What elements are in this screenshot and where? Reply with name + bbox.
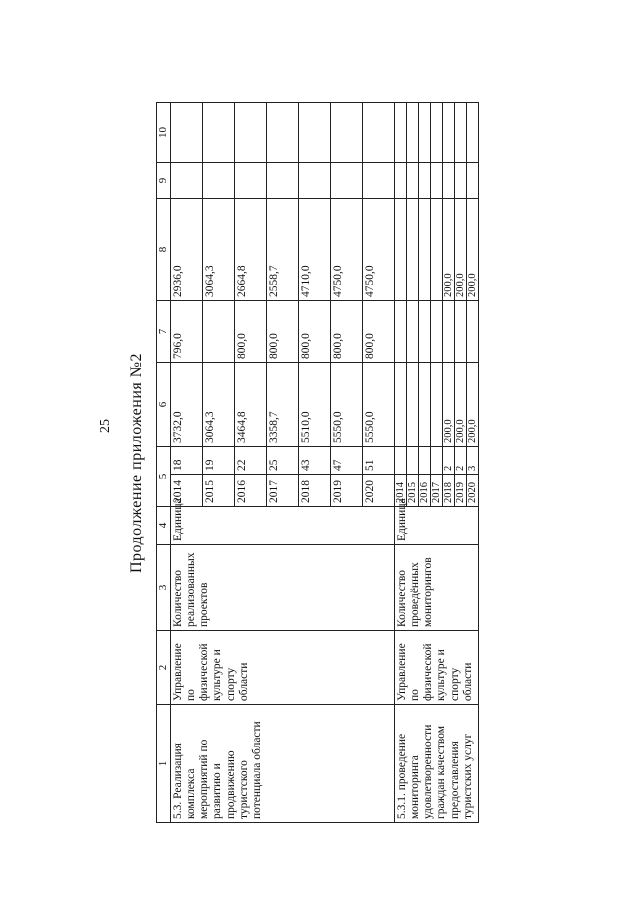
value-cell-v6: 200,0 [466,363,478,447]
value-cell-v10 [430,103,442,163]
value-cell-v6: 5550,0 [330,363,362,447]
year-value: 2018 [442,482,454,503]
table-body [170,103,478,823]
year-cell [330,475,362,507]
year-value: 2016 [235,480,248,503]
year-cell [442,475,454,507]
value-cell-v8: 200,0 [466,199,478,301]
value-cell-v7: 800,0 [330,301,362,363]
value-cell-v9 [442,163,454,199]
column-header-2: 2 [157,631,171,705]
value-cell-v10 [442,103,454,163]
column-header-1: 1 [157,705,171,823]
year-value: 2016 [418,482,430,503]
cell-col-4: Единица [170,507,394,545]
value-cell-v8: 200,0 [454,199,466,301]
cell-col-2: Управление по физической культуре и спорту области [170,631,394,705]
count-cell: 51 [362,447,394,475]
value-cell-v9 [170,163,202,199]
value-cell-v6 [406,363,418,447]
program-table [156,102,479,823]
count-cell: 2 [454,447,466,475]
value-cell-v8 [430,199,442,301]
table-row [170,103,202,823]
column-header-6: 6 [157,363,171,447]
year-value: 2017 [267,480,280,503]
column-header-5: 5 [157,447,171,507]
rotated-page [130,103,600,823]
value-cell-v10 [466,103,478,163]
value-cell-v6: 200,0 [454,363,466,447]
value-cell-v7: 800,0 [234,301,266,363]
year-cell [362,475,394,507]
value-cell-v8: 3064,3 [202,199,234,301]
value-cell-v9 [406,163,418,199]
value-cell-v9 [266,163,298,199]
year-cell [454,475,466,507]
value-cell-v6 [418,363,430,447]
value-cell-v9 [418,163,430,199]
count-cell: 47 [330,447,362,475]
value-cell-v6: 3732,0 [170,363,202,447]
value-cell-v10 [202,103,234,163]
value-cell-v8: 4750,0 [330,199,362,301]
value-cell-v10 [454,103,466,163]
value-cell-v8: 4750,0 [362,199,394,301]
value-cell-v7 [454,301,466,363]
value-cell-v10 [170,103,202,163]
count-cell: 25 [266,447,298,475]
value-cell-v8: 2558,7 [266,199,298,301]
value-cell-v10 [406,103,418,163]
value-cell-v7 [430,301,442,363]
value-cell-v7: 800,0 [266,301,298,363]
value-cell-v9 [298,163,330,199]
value-cell-v8: 2664,8 [234,199,266,301]
value-cell-v7 [406,301,418,363]
year-cell [406,475,418,507]
value-cell-v6: 200,0 [442,363,454,447]
year-value: 2014 [171,480,184,503]
appendix-subtitle: Продолжение приложения №2 [128,352,145,574]
value-cell-v8: 4710,0 [298,199,330,301]
column-header-9: 9 [157,163,171,199]
value-cell-v9 [330,163,362,199]
column-header-8: 8 [157,199,171,301]
value-cell-v7 [466,301,478,363]
value-cell-v10 [266,103,298,163]
table-row [394,103,406,823]
value-cell-v6 [430,363,442,447]
cell-col-4: Единица [394,507,478,545]
value-cell-v9 [394,163,406,199]
value-cell-v7 [418,301,430,363]
cell-col-1: 5.3.1. проведение мониторинга удовлетворенности граждан качеством предоставления туристских услуг [394,705,478,823]
value-cell-v8: 2936,0 [170,199,202,301]
value-cell-v10 [234,103,266,163]
value-cell-v6: 5510,0 [298,363,330,447]
cell-col-3: Количество проведённых мониторингов [394,545,478,631]
value-cell-v9 [430,163,442,199]
value-cell-v8 [406,199,418,301]
year-value: 2018 [299,480,312,503]
year-value: 2019 [331,480,344,503]
page-number: 25 [98,419,113,433]
value-cell-v10 [394,103,406,163]
value-cell-v7 [442,301,454,363]
value-cell-v9 [362,163,394,199]
count-cell [406,447,418,475]
year-cell [430,475,442,507]
value-cell-v7: 796,0 [170,301,202,363]
count-cell [430,447,442,475]
value-cell-v9 [234,163,266,199]
count-cell: 22 [234,447,266,475]
count-cell [418,447,430,475]
count-cell: 2 [442,447,454,475]
year-value: 2015 [203,480,216,503]
year-cell [418,475,430,507]
year-cell [266,475,298,507]
year-cell [298,475,330,507]
value-cell-v9 [466,163,478,199]
value-cell-v6: 3064,3 [202,363,234,447]
year-value: 2020 [363,480,376,503]
cell-col-1: 5.3. Реализация комплекса мероприятий по развитию и продвижению туристского потенциала области [170,705,394,823]
value-cell-v6: 3464,8 [234,363,266,447]
count-cell: 19 [202,447,234,475]
year-value: 2014 [394,482,406,503]
column-header-4: 4 [157,507,171,545]
column-header-7: 7 [157,301,171,363]
value-cell-v10 [418,103,430,163]
year-cell [202,475,234,507]
value-cell-v10 [362,103,394,163]
value-cell-v8: 200,0 [442,199,454,301]
year-cell [466,475,478,507]
year-value: 2019 [454,482,466,503]
cell-col-3: Количество реализованных проектов [170,545,394,631]
year-value: 2017 [430,482,442,503]
year-cell [170,475,202,507]
value-cell-v7: 800,0 [362,301,394,363]
cell-col-2: Управление по физической культуре и спорту области [394,631,478,705]
column-header-3: 3 [157,545,171,631]
count-cell: 3 [466,447,478,475]
count-cell [394,447,406,475]
value-cell-v10 [330,103,362,163]
year-value: 2015 [406,482,418,503]
year-cell [234,475,266,507]
value-cell-v7 [202,301,234,363]
value-cell-v9 [454,163,466,199]
year-cell [394,475,406,507]
value-cell-v7: 800,0 [298,301,330,363]
column-header-10: 10 [157,103,171,163]
value-cell-v8 [394,199,406,301]
value-cell-v9 [202,163,234,199]
value-cell-v10 [298,103,330,163]
count-cell: 18 [170,447,202,475]
count-cell: 43 [298,447,330,475]
value-cell-v7 [394,301,406,363]
value-cell-v6 [394,363,406,447]
header-row [157,103,171,823]
value-cell-v8 [418,199,430,301]
value-cell-v6: 3358,7 [266,363,298,447]
year-value: 2020 [466,482,478,503]
value-cell-v6: 5550,0 [362,363,394,447]
